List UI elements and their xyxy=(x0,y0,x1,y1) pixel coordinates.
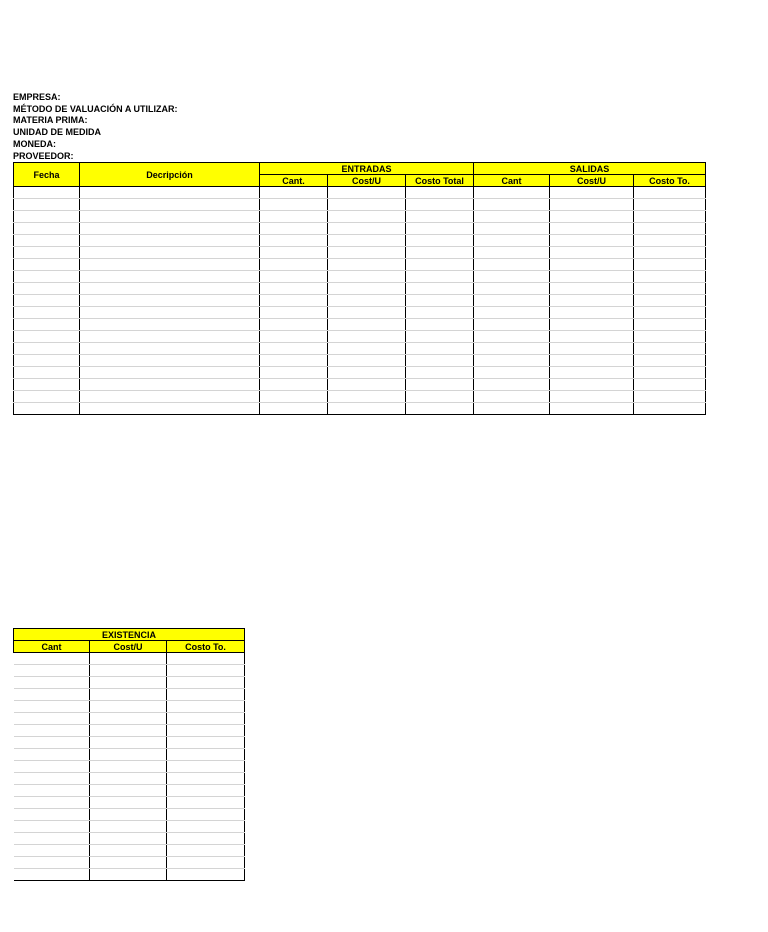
table-cell[interactable] xyxy=(14,821,90,833)
table-cell[interactable] xyxy=(260,187,328,199)
table-cell[interactable] xyxy=(260,355,328,367)
table-cell[interactable] xyxy=(328,367,406,379)
table-row xyxy=(14,367,706,379)
table-cell[interactable] xyxy=(550,271,634,283)
table-cell[interactable] xyxy=(260,259,328,271)
table-cell[interactable] xyxy=(14,797,90,809)
table-cell[interactable] xyxy=(328,199,406,211)
table-cell[interactable] xyxy=(14,331,80,343)
table-row xyxy=(14,857,245,869)
table-cell[interactable] xyxy=(90,665,167,677)
table-cell[interactable] xyxy=(260,343,328,355)
table-cell[interactable] xyxy=(90,749,167,761)
table-cell[interactable] xyxy=(80,355,260,367)
table-cell[interactable] xyxy=(328,283,406,295)
table-cell[interactable] xyxy=(80,223,260,235)
table-row xyxy=(14,187,706,199)
table-cell[interactable] xyxy=(634,223,706,235)
table-cell[interactable] xyxy=(14,223,80,235)
table-row xyxy=(14,235,706,247)
table-row xyxy=(14,665,245,677)
table-cell[interactable] xyxy=(260,403,328,415)
table-cell[interactable] xyxy=(14,713,90,725)
existencia-header: EXISTENCIA xyxy=(14,629,245,641)
table-cell[interactable] xyxy=(406,295,474,307)
table-cell[interactable] xyxy=(167,773,245,785)
table-cell[interactable] xyxy=(474,331,550,343)
table-cell[interactable] xyxy=(80,403,260,415)
table-cell[interactable] xyxy=(167,869,245,881)
table-row xyxy=(14,797,245,809)
table-cell[interactable] xyxy=(80,211,260,223)
table-row xyxy=(14,821,245,833)
table-row xyxy=(14,701,245,713)
existencia-cant-header: Cant xyxy=(14,641,90,653)
table-cell[interactable] xyxy=(550,187,634,199)
table-cell[interactable] xyxy=(167,785,245,797)
table-cell[interactable] xyxy=(80,319,260,331)
table-cell[interactable] xyxy=(14,199,80,211)
table-row xyxy=(14,773,245,785)
table-cell[interactable] xyxy=(14,869,90,881)
table-cell[interactable] xyxy=(90,689,167,701)
table-cell[interactable] xyxy=(328,235,406,247)
table-cell[interactable] xyxy=(90,797,167,809)
table-row xyxy=(14,677,245,689)
table-cell[interactable] xyxy=(634,355,706,367)
table-cell[interactable] xyxy=(406,283,474,295)
table-cell[interactable] xyxy=(80,379,260,391)
table-cell[interactable] xyxy=(550,283,634,295)
table-cell[interactable] xyxy=(90,737,167,749)
table-cell[interactable] xyxy=(14,283,80,295)
table-cell[interactable] xyxy=(260,391,328,403)
table-cell[interactable] xyxy=(328,259,406,271)
table-cell[interactable] xyxy=(406,271,474,283)
table-cell[interactable] xyxy=(80,283,260,295)
table-cell[interactable] xyxy=(328,319,406,331)
table-cell[interactable] xyxy=(634,367,706,379)
table-cell[interactable] xyxy=(90,725,167,737)
table-cell[interactable] xyxy=(14,319,80,331)
salidas-header: SALIDAS xyxy=(474,163,706,175)
table-cell[interactable] xyxy=(328,295,406,307)
table-row xyxy=(14,785,245,797)
table-cell[interactable] xyxy=(406,367,474,379)
table-cell[interactable] xyxy=(328,379,406,391)
table-cell[interactable] xyxy=(14,187,80,199)
table-cell[interactable] xyxy=(474,235,550,247)
entradas-header: ENTRADAS xyxy=(260,163,474,175)
table-cell[interactable] xyxy=(328,331,406,343)
table-cell[interactable] xyxy=(167,653,245,665)
table-cell[interactable] xyxy=(550,223,634,235)
table-cell[interactable] xyxy=(90,869,167,881)
table-cell[interactable] xyxy=(80,295,260,307)
table-cell[interactable] xyxy=(406,199,474,211)
table-cell[interactable] xyxy=(167,761,245,773)
proveedor-label: PROVEEDOR: xyxy=(13,150,74,161)
table-cell[interactable] xyxy=(260,199,328,211)
table-cell[interactable] xyxy=(14,271,80,283)
table-cell[interactable] xyxy=(474,283,550,295)
table-cell[interactable] xyxy=(406,259,474,271)
table-cell[interactable] xyxy=(328,247,406,259)
existencia-table xyxy=(13,628,245,881)
table-cell[interactable] xyxy=(474,343,550,355)
table-cell[interactable] xyxy=(634,199,706,211)
table-cell[interactable] xyxy=(550,391,634,403)
table-cell[interactable] xyxy=(90,701,167,713)
table-row xyxy=(14,331,706,343)
table-cell[interactable] xyxy=(14,689,90,701)
table-row xyxy=(14,319,706,331)
table-cell[interactable] xyxy=(406,223,474,235)
table-row xyxy=(14,749,245,761)
table-cell[interactable] xyxy=(14,701,90,713)
table-cell[interactable] xyxy=(80,367,260,379)
table-cell[interactable] xyxy=(167,833,245,845)
table-cell[interactable] xyxy=(80,391,260,403)
table-cell[interactable] xyxy=(14,761,90,773)
table-cell[interactable] xyxy=(406,235,474,247)
table-cell[interactable] xyxy=(634,283,706,295)
table-cell[interactable] xyxy=(328,355,406,367)
table-cell[interactable] xyxy=(406,391,474,403)
table-cell[interactable] xyxy=(260,379,328,391)
table-cell[interactable] xyxy=(634,187,706,199)
table-cell[interactable] xyxy=(90,845,167,857)
table-cell[interactable] xyxy=(167,809,245,821)
header-info xyxy=(13,92,178,162)
table-cell[interactable] xyxy=(550,259,634,271)
table-cell[interactable] xyxy=(406,331,474,343)
table-cell[interactable] xyxy=(80,247,260,259)
table-cell[interactable] xyxy=(474,319,550,331)
table-cell[interactable] xyxy=(550,403,634,415)
table-cell[interactable] xyxy=(80,259,260,271)
table-row xyxy=(14,271,706,283)
entradas-costu-header: Cost/U xyxy=(328,175,406,187)
table-row xyxy=(14,737,245,749)
entradas-costo-total-header: Costo Total xyxy=(406,175,474,187)
table-cell[interactable] xyxy=(14,343,80,355)
table-cell[interactable] xyxy=(474,259,550,271)
materia-prima-label: MATERIA PRIMA: xyxy=(13,115,88,126)
table-cell[interactable] xyxy=(260,331,328,343)
table-cell[interactable] xyxy=(328,223,406,235)
table-cell[interactable] xyxy=(634,331,706,343)
unidad-medida-label: UNIDAD DE MEDIDA xyxy=(13,127,102,138)
table-cell[interactable] xyxy=(634,247,706,259)
kardex-table xyxy=(13,162,706,415)
table-cell[interactable] xyxy=(80,235,260,247)
table-cell[interactable] xyxy=(260,367,328,379)
table-row xyxy=(14,259,706,271)
table-cell[interactable] xyxy=(406,379,474,391)
table-row xyxy=(14,653,245,665)
table-row xyxy=(14,199,706,211)
table-cell[interactable] xyxy=(474,403,550,415)
table-cell[interactable] xyxy=(550,199,634,211)
table-row xyxy=(14,845,245,857)
table-cell[interactable] xyxy=(80,343,260,355)
table-cell[interactable] xyxy=(14,247,80,259)
table-row xyxy=(14,391,706,403)
table-cell[interactable] xyxy=(167,701,245,713)
table-cell[interactable] xyxy=(167,725,245,737)
table-row xyxy=(14,761,245,773)
table-cell[interactable] xyxy=(14,857,90,869)
table-row xyxy=(14,247,706,259)
moneda-label: MONEDA: xyxy=(13,138,56,149)
table-row xyxy=(14,343,706,355)
table-cell[interactable] xyxy=(328,187,406,199)
table-cell[interactable] xyxy=(406,403,474,415)
table-cell[interactable] xyxy=(80,199,260,211)
table-cell[interactable] xyxy=(474,295,550,307)
table-cell[interactable] xyxy=(550,331,634,343)
table-cell[interactable] xyxy=(14,391,80,403)
table-cell[interactable] xyxy=(260,295,328,307)
table-cell[interactable] xyxy=(14,403,80,415)
table-cell[interactable] xyxy=(14,379,80,391)
table-cell[interactable] xyxy=(328,403,406,415)
kardex-table-body xyxy=(14,187,706,415)
table-cell[interactable] xyxy=(90,833,167,845)
table-cell[interactable] xyxy=(474,355,550,367)
table-cell[interactable] xyxy=(634,343,706,355)
salidas-costo-to-header: Costo To. xyxy=(634,175,706,187)
table-row xyxy=(14,833,245,845)
table-cell[interactable] xyxy=(14,367,80,379)
table-row xyxy=(14,307,706,319)
table-cell[interactable] xyxy=(80,187,260,199)
table-cell[interactable] xyxy=(14,259,80,271)
table-cell[interactable] xyxy=(260,247,328,259)
table-cell[interactable] xyxy=(406,343,474,355)
table-cell[interactable] xyxy=(474,223,550,235)
table-row xyxy=(14,295,706,307)
table-row xyxy=(14,223,706,235)
entradas-cant-header: Cant. xyxy=(260,175,328,187)
table-cell[interactable] xyxy=(406,211,474,223)
table-cell[interactable] xyxy=(328,391,406,403)
table-cell[interactable] xyxy=(474,379,550,391)
table-cell[interactable] xyxy=(14,235,80,247)
table-cell[interactable] xyxy=(14,773,90,785)
table-cell[interactable] xyxy=(14,749,90,761)
table-cell[interactable] xyxy=(80,331,260,343)
table-cell[interactable] xyxy=(167,713,245,725)
table-cell[interactable] xyxy=(167,857,245,869)
table-cell[interactable] xyxy=(474,307,550,319)
table-cell[interactable] xyxy=(406,355,474,367)
table-cell[interactable] xyxy=(14,211,80,223)
table-cell[interactable] xyxy=(80,307,260,319)
table-cell[interactable] xyxy=(474,211,550,223)
table-cell[interactable] xyxy=(406,319,474,331)
table-cell[interactable] xyxy=(14,725,90,737)
table-cell[interactable] xyxy=(328,343,406,355)
table-cell[interactable] xyxy=(90,761,167,773)
table-row xyxy=(14,689,245,701)
table-cell[interactable] xyxy=(167,797,245,809)
salidas-costu-header: Cost/U xyxy=(550,175,634,187)
table-row xyxy=(14,725,245,737)
table-cell[interactable] xyxy=(90,677,167,689)
table-cell[interactable] xyxy=(167,749,245,761)
table-cell[interactable] xyxy=(406,247,474,259)
table-cell[interactable] xyxy=(90,773,167,785)
table-cell[interactable] xyxy=(90,857,167,869)
table-cell[interactable] xyxy=(474,247,550,259)
table-cell[interactable] xyxy=(634,211,706,223)
table-cell[interactable] xyxy=(634,307,706,319)
salidas-cant-header: Cant xyxy=(474,175,550,187)
table-cell[interactable] xyxy=(14,677,90,689)
table-cell[interactable] xyxy=(474,367,550,379)
table-cell[interactable] xyxy=(80,271,260,283)
table-cell[interactable] xyxy=(550,367,634,379)
table-cell[interactable] xyxy=(550,295,634,307)
table-cell[interactable] xyxy=(167,677,245,689)
table-cell[interactable] xyxy=(406,187,474,199)
existencia-costo-to-header: Costo To. xyxy=(167,641,245,653)
table-cell[interactable] xyxy=(550,319,634,331)
table-cell[interactable] xyxy=(260,271,328,283)
table-cell[interactable] xyxy=(474,271,550,283)
table-cell[interactable] xyxy=(634,271,706,283)
table-cell[interactable] xyxy=(14,845,90,857)
table-cell[interactable] xyxy=(634,295,706,307)
table-cell[interactable] xyxy=(260,307,328,319)
table-cell[interactable] xyxy=(550,355,634,367)
table-cell[interactable] xyxy=(90,785,167,797)
table-row xyxy=(14,211,706,223)
table-cell[interactable] xyxy=(167,845,245,857)
table-cell[interactable] xyxy=(328,307,406,319)
table-cell[interactable] xyxy=(634,403,706,415)
table-cell[interactable] xyxy=(260,235,328,247)
table-cell[interactable] xyxy=(90,713,167,725)
empresa-label: EMPRESA: xyxy=(13,92,61,102)
table-row xyxy=(14,283,706,295)
table-cell[interactable] xyxy=(14,833,90,845)
table-cell[interactable] xyxy=(328,211,406,223)
table-cell[interactable] xyxy=(14,295,80,307)
existencia-costu-header: Cost/U xyxy=(90,641,167,653)
table-cell[interactable] xyxy=(260,211,328,223)
table-row xyxy=(14,379,706,391)
table-cell[interactable] xyxy=(634,379,706,391)
table-cell[interactable] xyxy=(406,307,474,319)
table-cell[interactable] xyxy=(167,737,245,749)
table-cell[interactable] xyxy=(550,307,634,319)
table-cell[interactable] xyxy=(90,809,167,821)
table-cell[interactable] xyxy=(14,785,90,797)
table-cell[interactable] xyxy=(260,283,328,295)
table-cell[interactable] xyxy=(634,259,706,271)
table-cell[interactable] xyxy=(167,665,245,677)
table-cell[interactable] xyxy=(260,223,328,235)
table-cell[interactable] xyxy=(550,343,634,355)
metodo-label: MÉTODO DE VALUACIÓN A UTILIZAR: xyxy=(13,103,178,114)
table-cell[interactable] xyxy=(90,821,167,833)
table-cell[interactable] xyxy=(474,391,550,403)
descripcion-header: Decripción xyxy=(80,163,260,187)
table-row xyxy=(14,809,245,821)
table-row xyxy=(14,355,706,367)
table-cell[interactable] xyxy=(634,235,706,247)
table-cell[interactable] xyxy=(14,355,80,367)
table-cell[interactable] xyxy=(14,665,90,677)
table-cell[interactable] xyxy=(14,737,90,749)
existencia-table-body xyxy=(14,653,245,881)
table-row xyxy=(14,869,245,881)
table-cell[interactable] xyxy=(634,319,706,331)
table-cell[interactable] xyxy=(474,199,550,211)
table-cell[interactable] xyxy=(90,653,167,665)
table-cell[interactable] xyxy=(550,211,634,223)
table-cell[interactable] xyxy=(14,809,90,821)
table-cell[interactable] xyxy=(634,391,706,403)
table-cell[interactable] xyxy=(260,319,328,331)
table-cell[interactable] xyxy=(550,247,634,259)
table-cell[interactable] xyxy=(167,689,245,701)
table-cell[interactable] xyxy=(167,821,245,833)
table-row xyxy=(14,403,706,415)
table-cell[interactable] xyxy=(14,653,90,665)
table-cell[interactable] xyxy=(550,235,634,247)
table-cell[interactable] xyxy=(550,379,634,391)
table-row xyxy=(14,713,245,725)
table-cell[interactable] xyxy=(474,187,550,199)
fecha-header: Fecha xyxy=(14,163,80,187)
table-cell[interactable] xyxy=(328,271,406,283)
table-cell[interactable] xyxy=(14,307,80,319)
